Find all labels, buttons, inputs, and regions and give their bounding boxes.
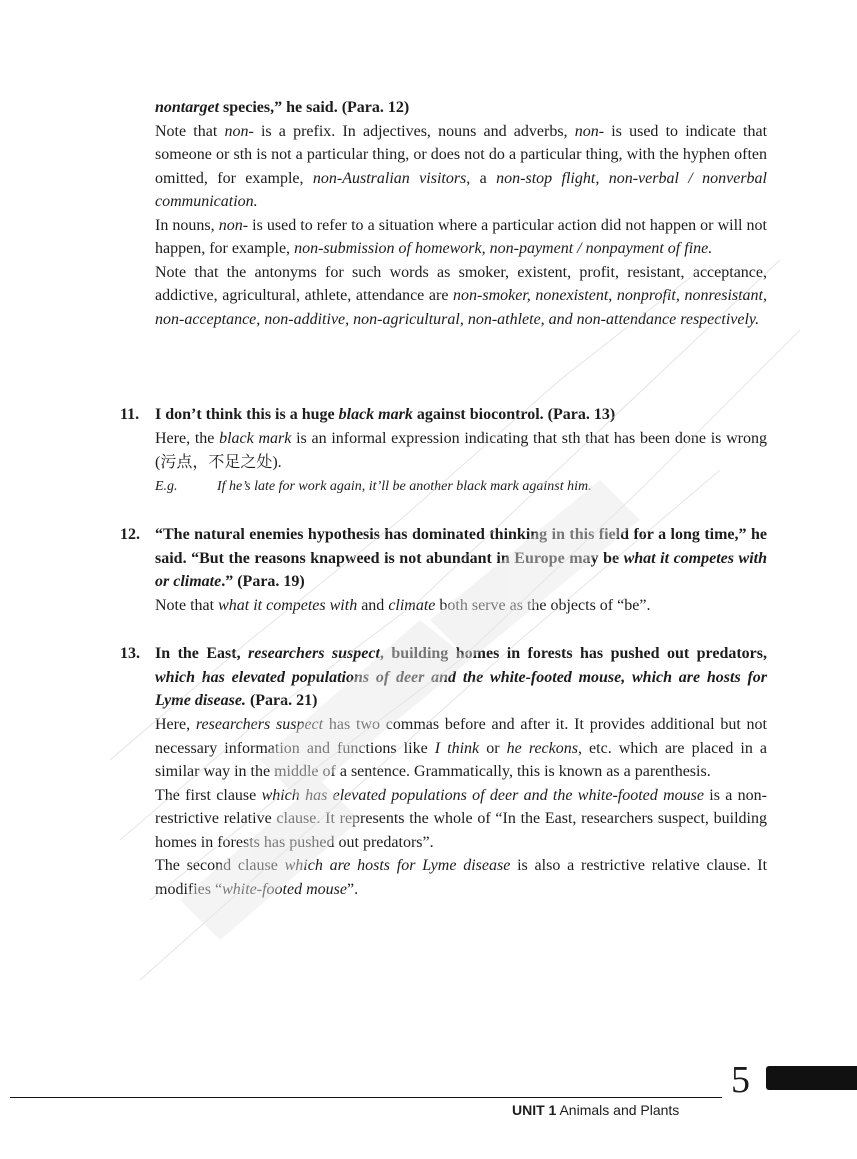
example-label: E.g. — [155, 479, 178, 494]
item-12-body — [155, 594, 767, 618]
item-13-paragraph-3: The second clause which are hosts for Lyme disease is also a restrictive relative clause. It modifies “white-footed mouse”. — [155, 857, 768, 898]
item-11-heading: 11. I don’t think this is a huge black mark against biocontrol. (Para. 13) — [120, 403, 767, 427]
footer-rule — [10, 1097, 722, 1098]
item-number: 11. — [120, 406, 140, 423]
item-12-paragraph: Note that what it competes with and climate both serve as the objects of “be”. — [155, 597, 651, 614]
item-13-body — [155, 713, 767, 901]
item-11-paragraph: Here, the black mark is an informal expression indicating that sth that has been done is wrong (污点，不足之处). — [155, 430, 768, 471]
example-text: If he’s late for work again, it’ll be another black mark against him. — [217, 479, 592, 494]
item-13-paragraph-1: Here, researchers suspect has two commas before and after it. It provides additional but not necessary information and functions like I think or he reckons, etc. which are placed in a similar way in the middle of a sentence. Grammatically, this is known as a parenthesis. — [155, 716, 768, 780]
footer-unit-title — [512, 1101, 679, 1119]
item-11-body — [155, 427, 767, 474]
intro-section — [155, 96, 767, 331]
intro-paragraph-2: In nouns, non- is used to refer to a situation where a particular action did not happen or will not happen, for example, non-submission of homework, non-payment / nonpayment of fine. — [155, 216, 767, 257]
item-number: 12. — [120, 526, 140, 543]
page-tab-marker — [766, 1066, 857, 1090]
item-12-heading: 12. “The natural enemies hypothesis has dominated thinking in this field for a long time,” he said. “But the reasons knapweed is not abundant in Europe may be what it competes with or climate.” (Para. 19) — [120, 523, 767, 594]
item-number: 13. — [120, 645, 140, 662]
item-11-example — [155, 477, 767, 497]
intro-paragraph-1: Note that non- is a prefix. In adjectives, nouns and adverbs, non- is used to indicate that someone or sth is not a particular thing, or does not do a particular thing, with the hyphen often omitted, for example, non-Australian visitors, a non-stop flight, non-verbal / nonverbal communication. — [155, 122, 768, 210]
item-13-heading: 13. In the East, researchers suspect, building homes in forests has pushed out predators, which has elevated populations of deer and the white-footed mouse, which are hosts for Lyme disease. (Para. 21) — [120, 642, 767, 713]
unit-title: Animals and Plants — [559, 1102, 680, 1118]
item-13-paragraph-2: The first clause which has elevated populations of deer and the white-footed mouse is a non-restrictive relative clause. It represents the whole of “In the East, researchers suspect, building homes in forests has pushed out predators”. — [155, 786, 768, 851]
intro-paragraph-3: Note that the antonyms for such words as smoker, existent, profit, resistant, acceptance, addictive, agricultural, athlete, attendance are non-smoker, nonexistent, nonprofit, nonresistant, non-acceptance, non-additive, non-agricultural, non-athlete, and non-attendance respectively. — [155, 263, 768, 328]
page-number: 5 — [731, 1059, 750, 1101]
intro-heading: nontarget species,” he said. (Para. 12) — [155, 99, 410, 116]
unit-label: UNIT 1 — [512, 1102, 557, 1118]
